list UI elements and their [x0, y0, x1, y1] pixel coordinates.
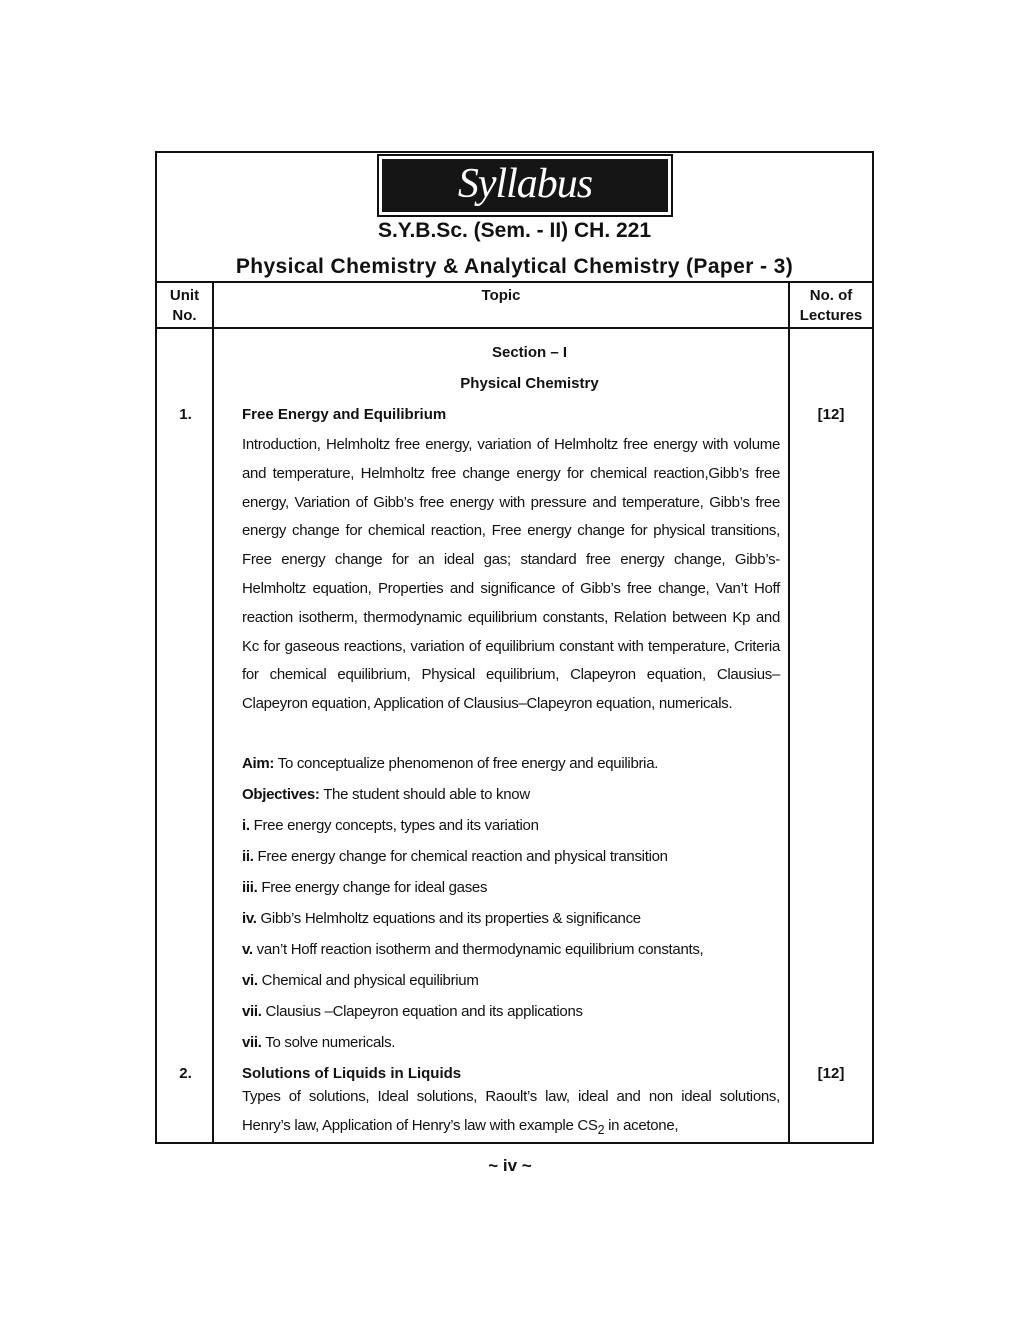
objective-label: vii. [242, 1003, 262, 1020]
objective-text: To solve numericals. [265, 1034, 396, 1051]
objective-text: Clausius –Clapeyron equation and its applications [265, 1003, 583, 1020]
header-top-rule [157, 281, 872, 283]
header-topic: Topic [481, 287, 521, 304]
objectives-label: Objectives: [242, 786, 320, 803]
objective-label: vi. [242, 972, 258, 989]
unit-1-description: Introduction, Helmholtz free energy, variation of Helmholtz free energy with volume and temperature, Helmholtz free change energy for chemical reaction,Gibb’s free energy, Variation of Gibb’s free energy with pressure and temperature, Gibb’s free energy change for chemical reaction, Free energy change for physical transitions, Free energy change for an ideal gas; standard free energy change, Gibb’s-Helmholtz equation, Properties and significance of Gibb’s free change, Van’t Hoff reaction isotherm, thermodynamic equilibrium constants, Relation between Kp and Kc for gaseous reactions, variation of equilibrium constant with temperature, Criteria for chemical equilibrium, Physical equilibrium, Clapeyron equation, Clausius–Clapeyron equation, Application of Clausius–Clapeyron equation, numericals. [242, 436, 780, 713]
syllabus-banner [377, 154, 673, 217]
section-heading: Section – I [491, 344, 568, 361]
unit-2-description-start: Types of solutions, Ideal solutions, Raoult’s law, ideal and non ideal solutions, Henry’s law, Application of Henry’s law with example CS [242, 1088, 780, 1134]
paper-title: Physical Chemistry & Analytical Chemistry (Paper - 3) [235, 255, 794, 278]
objective-text: Free energy change for chemical reaction and physical transition [257, 848, 668, 865]
unit-2-description-clip [214, 1083, 788, 1142]
objective-item [242, 941, 782, 958]
section-subheading: Physical Chemistry [460, 375, 599, 392]
objective-text: Chemical and physical equilibrium [261, 972, 479, 989]
objective-text: Free energy change for ideal gases [261, 879, 488, 896]
objective-item [242, 972, 782, 989]
unit-2-lectures: [12] [817, 1065, 845, 1082]
objective-label: v. [242, 941, 253, 958]
unit-2-subscript: 2 [597, 1122, 605, 1137]
objective-item [242, 848, 782, 865]
header-unit [157, 286, 212, 326]
unit-2-number: 2. [179, 1065, 192, 1082]
objective-item [242, 879, 782, 896]
unit-1-objectives [242, 786, 782, 803]
banner-text: Syllabus [382, 159, 668, 212]
unit-2-description-end: in acetone, [604, 1116, 679, 1134]
unit-1-title: Free Energy and Equilibrium [242, 406, 447, 423]
objective-text: van’t Hoff reaction isotherm and thermodynamic equilibrium constants, [256, 941, 704, 958]
objective-label: iii. [242, 879, 258, 896]
unit-2-description [242, 1083, 780, 1142]
unit-2-title: Solutions of Liquids in Liquids [242, 1065, 462, 1082]
aim-text: To conceptualize phenomenon of free energy and equilibria. [277, 755, 659, 772]
unit-1-aim [242, 755, 782, 772]
objectives-intro: The student should able to know [323, 786, 530, 803]
objective-item [242, 910, 782, 927]
objective-item [242, 1034, 782, 1051]
header-unit-line2: No. [172, 307, 197, 324]
unit-1-lectures: [12] [817, 406, 845, 423]
header-unit-line1: Unit [169, 287, 200, 304]
objective-label: i. [242, 817, 250, 834]
header-bottom-rule [157, 327, 872, 329]
course-title: S.Y.B.Sc. (Sem. - II) CH. 221 [377, 219, 652, 242]
objective-label: ii. [242, 848, 254, 865]
objective-label: vii. [242, 1034, 262, 1051]
header-lectures [790, 286, 872, 326]
objective-label: iv. [242, 910, 257, 927]
objective-text: Free energy concepts, types and its variation [253, 817, 539, 834]
syllabus-frame [155, 151, 874, 1144]
objective-text: Gibb’s Helmholtz equations and its properties & significance [260, 910, 641, 927]
aim-label: Aim: [242, 755, 275, 772]
unit-1-number: 1. [179, 406, 192, 423]
header-lectures-line2: Lectures [799, 307, 863, 324]
objective-item [242, 1003, 782, 1020]
header-lectures-line1: No. of [809, 287, 853, 304]
page-number: ~ iv ~ [488, 1156, 532, 1175]
objective-item [242, 817, 782, 834]
